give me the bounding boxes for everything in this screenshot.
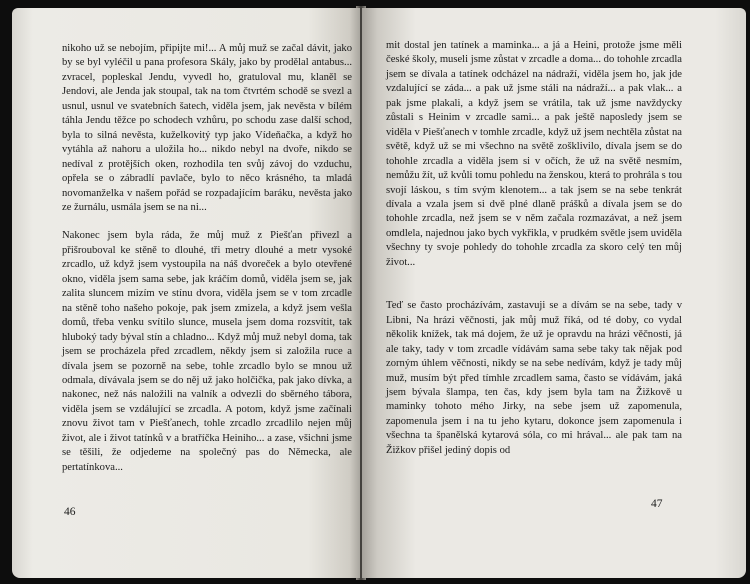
left-page-number: 46 [64,506,76,518]
right-paragraph-1: mit dostal jen tatínek a maminka... a já a Heini, protože jsme měli české školy, museli jsme zůstat v zrcadle a doma... do tohohle zrcadla jsem se dívala a tatínek odcházel na nádraží, viděla jsem ho, jak jde vzdalující se záda... a pak už jsme stáli na nádraží... a pak vlak... a pak jsme plakali, a když jsem se vrátila, tak už jsme navždycky zůstali s Heinim v zrcadle sami... a pak ještě naposledy jsem se viděla v Piešťanech v tomhle zrcadle, když už jsem nechtěla zůstat na světě, když už se mi všechno na světě zošklivilo, dívala jsem se do tohohle zrcadla a viděla jsem si v očích, že už na světě nesmím, nemůžu žít, už kvůli tomu pohledu na ženskou, která to prohrála s tou svojí láskou, s tím svým klenotem... a tak jsem se na sebe tenkrát dívala a vzala jsem si dvě plné dlaně prášků a dívala jsem se do tohohle zrcadla, než jsem se v něm začala rozmazávat, a než jsem omdlela, najednou jako bych vykřikla, v prudkém světle jsem uviděla všechny ty svoje pohledy do tohohle zrcadla za skoro celý ten můj život... [386,40,682,268]
right-page-number: 47 [651,498,663,510]
right-page-text [386,39,682,458]
left-paragraph-1: nikoho už se nebojím, připijte mi!... A můj muž se začal dávit, jako by se byl vyléčil u pana profesora Skály, jako by prodělal antabus... zvracel, popleskal Jendu, vyvedl ho, gratuloval mu, klaněl se Jendovi, ale Jenda jak stoupal, tak na tom čtvrtém schodě se svezl a usnul, usnul ve svatebních šatech, viděla jsem, jak nevěsta v bílém táhla Jendu těžce po schodech vzhůru, po schodu zase další schod, byla to silná nevěsta, kuželkovitý typ jako Vídeňačka, a když ho vytáhla až nahoru a uložila ho... nikdo nebyl na dvoře, nikdo se nedíval z protějších oken, rozhodila ten svůj závoj do vzduchu, opřela se o zábradlí pavlače, bylo to něco krásného, ta mladá novomanželka v našem pořád se rozpadajícím baráku, nevěsta jako ze žurnálu, usmála jsem se na ni... [62,43,352,213]
right-page [362,8,746,578]
left-page [12,8,360,578]
right-paragraph-2: Teď se často procházívám, zastavuji se a dívám se na sebe, tady v Libni, Na hrázi věčnosti, jak můj muž říká, od té doby, co vydal několik knížek, tak má dojem, že už je opravdu na hrázi věčnosti, já ale taky, tady v tom zrcadle vídávám sama sebe taky tak nějak pod zorným úhlem věčnosti, nikdy se na sebe nedívám, když je tady můj muž, musím být před tímhle zrcadlem sama, často se vídávám, jaká jsem bývala šlampa, ten čas, kdy jsem byla tam na Žižkově u maminky tohoto mého Jirky, na sebe jsem už zapomenula, zapomenula jsem i na tu jeho kytaru, dokonce jsem zapomenula i všechna ta španělská kytarová sóla, co mi hrával... ale pak tam na Žižkov přišel jediný dopis od [386,300,682,456]
left-paragraph-2: Nakonec jsem byla ráda, že můj muž z Piešťan přivezl a přišrouboval ke stěně to dlouhé, tři metry dlouhé a metr vysoké zrcadlo, už když jsem vystoupila na náš dvoreček a bylo otevřené okno, viděla jsem sama sebe, jak kráčím domů, viděla jsem se, jak zalita sluncem mizím ve stínu dvora, viděla jsem se v tom zrcadle na stěně toho našeho pokoje, pak jsem zmizela, a když jsem vešla domů, třeba venku svítilo slunce, musela jsem doma rozsvítit, tak hluboký tady býval stín a chladno... Když můj muž nebyl doma, tak jsem se procházela před zrcadlem, někdy jsem si založila ruce a dívala jsem se pozorně na sebe, tohle zrcadlo bylo se mnou už odmala, dívávala jsem se do něj už jako holčička, pak jako dívka, a nakonec, než nás naložili na valník a odvezli do sběrného tábora, viděla jsem se vzdálující se zrcadla. A potom, když jsme začínali znovu život tam v Piešťanech, tohle zrcadlo zrcadlilo nejen můj život, ale i život tatínků v a bratříčka Heiniho... a zase, všichni jsme se těšili, že odjedeme na společný pas do Německa, ale pertatínkova... [62,230,352,473]
left-page-text [62,42,352,475]
